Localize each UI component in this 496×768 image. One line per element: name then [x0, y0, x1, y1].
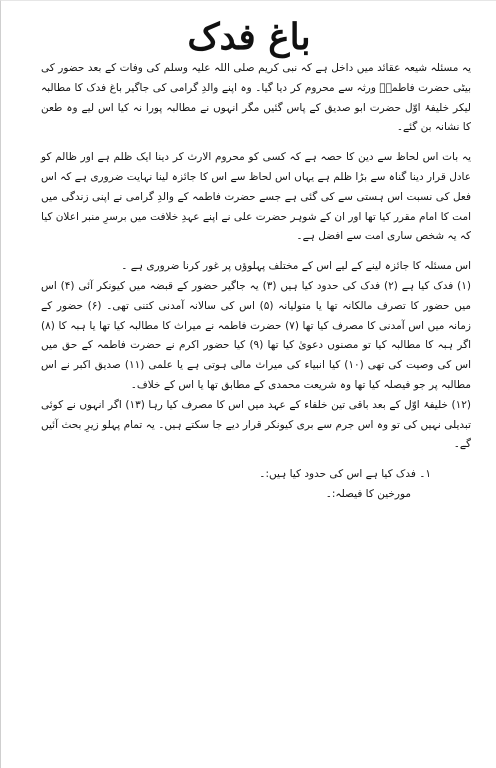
paragraph-intro: یہ مسئلہ شیعہ عقائد میں داخل ہے کہ نبی کریم صلی اللہ علیہ وسلم کی وفات کے بعد حضور کی بیٹی حضرت فاطمہؓ ورثہ سے محروم کر دیا گیا۔ وہ اپنے والدِ گرامی کی جاگیر باغ فدک کا مطالبہ لیکر خلیفۂ اوّل حضرت ابو صدیق کے پاس گئیں مگر انہوں نے مطالبہ پورا نہ کیا اس لیے وہ طعن کا نشانہ بن گئے۔	[41, 62, 471, 134]
section-heading-fadak: ۱۔ فدک کیا ہے اس کی حدود کیا ہیں:۔	[259, 468, 431, 481]
paragraph-significance: یہ بات اس لحاظ سے دین کا حصہ ہے کہ کسی کو محروم الارث کر دینا ایک ظلم ہے اور ظالم کو عادل قرار دینا گناہ سے بڑا ظلم ہے یہاں اس لحاظ سے اس کا جائزہ لینا نہایت ضروری ہے کہ اس فعل کی نسبت اس ہستی سے کی گئی ہے جسے حضرت فاطمہ کے والدِ گرامی نے اپنی زندگی میں امت کا امام مقرر کیا تھا اور ان کے شوہر حضرت علی نے اپنے عہدِ خلافت میں برسرِ منبر اعلان کیا کہ یہ شخص ساری امت سے افضل ہے۔	[41, 151, 471, 243]
subheading-historians: مورخین کا فیصلہ:۔	[325, 487, 411, 500]
paragraph-aspects-list: (۱) فدک کیا ہے (۲) فدک کی حدود کیا ہیں (۳) یہ جاگیر حضور کے قبضہ میں کیونکر آئی (۴) اس میں حضور کا تصرف مالکانہ تھا یا متولیانہ (۵) اس کی سالانہ آمدنی کتنی تھی۔ (۶) حضور کے زمانہ میں اس آمدنی کا مصرف کیا تھا (۷) حضرت فاطمہ نے میراث کا مطالبہ کیا تھا یا ہبہ کا (۸) اگر ہبہ کا مطالبہ کیا تو مصنوں دعویٰ کیا تھا (۹) کیا حضور اکرم نے حضرت فاطمہ کے حق میں اس کی وصیت کی تھی (۱۰) کیا انبیاء کی میراث مالی ہوتی ہے یا علمی (۱۱) صدیق اکبر نے اس مطالبہ پر جو فیصلہ کیا تھا وہ شریعت محمدی کے مطابق تھا یا اس کے خلاف۔	[41, 279, 472, 391]
document-body	[41, 59, 471, 505]
paragraph-aspects-intro: اس مسئلہ کا جائزہ لینے کے لیے اس کے مختلف پہلوؤں پر غور کرنا ضروری ہے ۔	[121, 260, 471, 273]
page-title: باغ فدک	[187, 16, 311, 58]
paragraph-later-caliphs: (۱۲) خلیفۂ اوّل کے بعد باقی تین خلفاء کے عہد میں اس کا مصرف کیا رہا (۱۳) اگر انہوں نے کوئی تبدیلی نہیں کی تو وہ اس جرم سے بری کیونکر قرار دیے جا سکتے ہیں۔ یہ تمام پہلو زیرِ بحث آئیں گے۔	[41, 398, 471, 451]
